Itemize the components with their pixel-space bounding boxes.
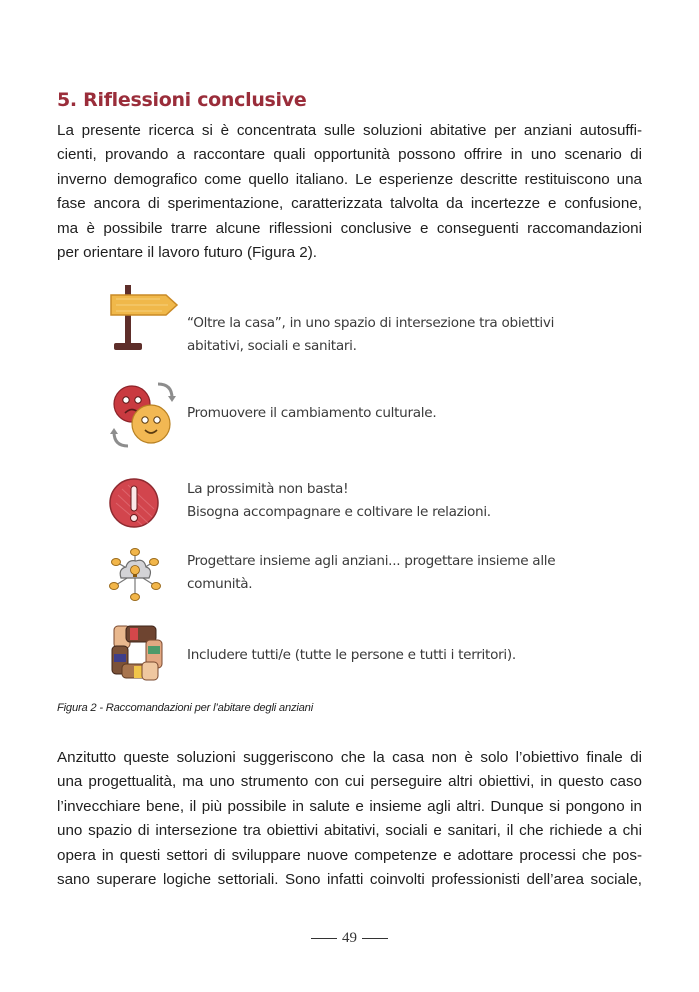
page-number-dash-right (362, 938, 388, 939)
recommendation-text: “Oltre la casa”, in uno spazio di intersezione tra obiettivi abitativi, sociali e sanitari. (187, 315, 555, 354)
text-line: Anzitutto queste soluzioni suggeriscono che la casa non è solo l’obiettivo finale di (57, 749, 642, 766)
text-line: fase ancora di sperimentazione, caratterizzata talvolta da incertezze e confusione, (57, 195, 642, 213)
recommendation-item (108, 285, 608, 355)
text-line: La presente ricerca si è concentrata sulle soluzioni abitative per anziani autosuffi- (57, 122, 642, 139)
text-line: cienti, provando a raccontare quali opportunità possono offrire in uno scenario di (57, 146, 642, 164)
text-line: l’invecchiare bene, il più possibile in salute e insieme agli altri. Dunque si pongono in (57, 797, 642, 815)
idea-network-icon (108, 545, 180, 617)
recommendations-figure (108, 285, 628, 685)
page-number-value: 49 (342, 930, 357, 946)
recommendation-item (108, 380, 608, 450)
figure-caption: Figura 2 - Raccomandazioni per l’abitare degli anziani (57, 702, 313, 714)
text-line: una progettualità, ma uno strumento con cui perseguire altri obiettivi, in questo caso (57, 773, 642, 791)
intro-paragraph (57, 119, 642, 265)
recommendation-text: La prossimità non basta! Bisogna accompagnare e coltivare le relazioni. (187, 481, 491, 520)
recommendation-text: Progettare insieme agli anziani... progettare insieme alle comunità. (187, 553, 556, 592)
recommendation-text: Includere tutti/e (tutte le persone e tutti i territori). (187, 647, 516, 663)
section-heading: 5. Riflessioni conclusive (57, 89, 307, 111)
text-line: sano superare logiche settoriali. Sono infatti coinvolti professionisti dell’area sociale, (57, 871, 642, 889)
text-line: per orientare il lavoro futuro (Figura 2). (57, 244, 317, 262)
text-line: ma è possibile trarre alcune riflessioni conclusive e conseguenti raccomandazioni (57, 219, 642, 237)
recommendation-item (108, 620, 608, 690)
faces-change-icon (108, 380, 180, 452)
signpost-icon (108, 283, 180, 355)
page-number (0, 930, 699, 947)
text-line: uno spazio di intersezione tra obiettivi abitativi, sociali e sanitari, il che richiede a chi (57, 822, 642, 840)
recommendation-text: Promuovere il cambiamento culturale. (187, 405, 437, 421)
text-line: inverno demografico come quello italiano. Le esperienze descritte restituiscono una (57, 170, 642, 188)
recommendation-item (108, 475, 608, 545)
exclamation-icon (108, 477, 180, 549)
body-paragraph (57, 746, 642, 892)
text-line: opera in questi settori di sviluppare nuove competenze e adottare processi che pos- (57, 846, 642, 864)
joined-hands-icon (108, 622, 180, 694)
recommendation-item (108, 547, 608, 617)
page-number-dash-left (311, 938, 337, 939)
